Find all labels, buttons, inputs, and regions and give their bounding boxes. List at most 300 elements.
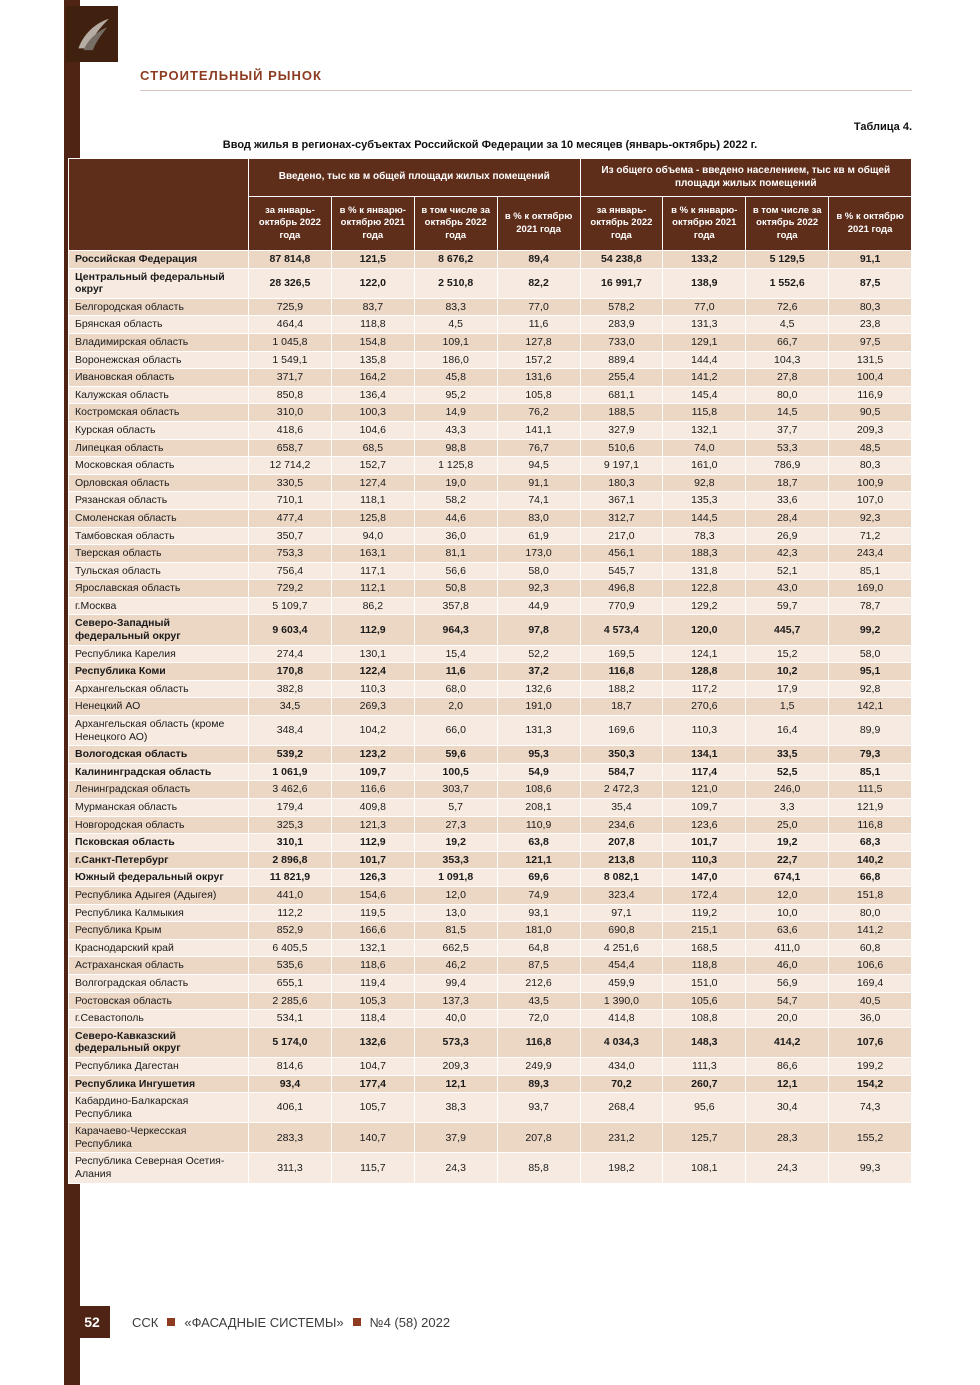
region-name-cell: г.Москва: [69, 597, 249, 615]
value-cell: 411,0: [746, 939, 829, 957]
table-row: [69, 1093, 912, 1123]
value-cell: 87,5: [829, 268, 912, 298]
value-cell: 14,5: [746, 404, 829, 422]
value-cell: 92,3: [829, 509, 912, 527]
region-name-cell: Южный федеральный округ: [69, 869, 249, 887]
region-name-cell: Псковская область: [69, 834, 249, 852]
table-row: [69, 680, 912, 698]
value-cell: 406,1: [249, 1093, 332, 1123]
value-cell: 188,3: [663, 545, 746, 563]
value-cell: 76,2: [497, 404, 580, 422]
value-cell: 85,1: [829, 562, 912, 580]
table-body: [69, 251, 912, 1184]
value-cell: 4 251,6: [580, 939, 663, 957]
value-cell: 26,9: [746, 527, 829, 545]
region-name-cell: Тульская область: [69, 562, 249, 580]
value-cell: 108,8: [663, 1010, 746, 1028]
value-cell: 12,0: [414, 886, 497, 904]
value-cell: 180,3: [580, 474, 663, 492]
table-row: [69, 492, 912, 510]
value-cell: 323,4: [580, 886, 663, 904]
value-cell: 246,0: [746, 781, 829, 799]
value-cell: 283,3: [249, 1123, 332, 1153]
value-cell: 142,1: [829, 698, 912, 716]
value-cell: 13,0: [414, 904, 497, 922]
value-cell: 2 896,8: [249, 851, 332, 869]
table-row: [69, 1057, 912, 1075]
value-cell: 34,5: [249, 698, 332, 716]
value-cell: 120,0: [663, 615, 746, 645]
value-cell: 198,2: [580, 1153, 663, 1183]
value-cell: 105,7: [331, 1093, 414, 1123]
value-cell: 42,3: [746, 545, 829, 563]
region-name-cell: Краснодарский край: [69, 939, 249, 957]
value-cell: 105,3: [331, 992, 414, 1010]
value-cell: 78,7: [829, 597, 912, 615]
value-cell: 28,4: [746, 509, 829, 527]
region-name-cell: Липецкая область: [69, 439, 249, 457]
value-cell: 118,8: [663, 957, 746, 975]
value-cell: 5 174,0: [249, 1027, 332, 1057]
value-cell: 169,6: [580, 716, 663, 746]
value-cell: 92,8: [663, 474, 746, 492]
value-cell: 116,8: [580, 663, 663, 681]
region-name-cell: Республика Крым: [69, 922, 249, 940]
value-cell: 104,6: [331, 421, 414, 439]
page-number-box: 52: [74, 1306, 110, 1338]
value-cell: 209,3: [829, 421, 912, 439]
value-cell: 964,3: [414, 615, 497, 645]
value-cell: 104,3: [746, 351, 829, 369]
value-cell: 141,2: [663, 369, 746, 387]
table-row: [69, 922, 912, 940]
value-cell: 662,5: [414, 939, 497, 957]
value-cell: 367,1: [580, 492, 663, 510]
value-cell: 105,6: [663, 992, 746, 1010]
column-sub-header: в % к октябрю 2021 года: [829, 197, 912, 251]
value-cell: 131,3: [663, 316, 746, 334]
value-cell: 19,2: [746, 834, 829, 852]
value-cell: 106,6: [829, 957, 912, 975]
table-row: [69, 974, 912, 992]
table-row: [69, 698, 912, 716]
value-cell: 151,8: [829, 886, 912, 904]
value-cell: 44,6: [414, 509, 497, 527]
value-cell: 109,1: [414, 333, 497, 351]
table-row: [69, 527, 912, 545]
value-cell: 770,9: [580, 597, 663, 615]
value-cell: 179,4: [249, 799, 332, 817]
value-cell: 111,5: [829, 781, 912, 799]
value-cell: 144,4: [663, 351, 746, 369]
region-name-cell: Архангельская область: [69, 680, 249, 698]
value-cell: 131,5: [829, 351, 912, 369]
value-cell: 208,1: [497, 799, 580, 817]
value-cell: 118,4: [331, 1010, 414, 1028]
value-cell: 157,2: [497, 351, 580, 369]
value-cell: 95,1: [829, 663, 912, 681]
value-cell: 353,3: [414, 851, 497, 869]
value-cell: 107,0: [829, 492, 912, 510]
value-cell: 118,6: [331, 957, 414, 975]
value-cell: 10,2: [746, 663, 829, 681]
region-name-cell: Кабардино-Балкарская Республика: [69, 1093, 249, 1123]
value-cell: 24,3: [746, 1153, 829, 1183]
table-row: [69, 421, 912, 439]
value-cell: 77,0: [497, 298, 580, 316]
value-cell: 37,9: [414, 1123, 497, 1153]
value-cell: 69,6: [497, 869, 580, 887]
value-cell: 539,2: [249, 746, 332, 764]
value-cell: 154,8: [331, 333, 414, 351]
value-cell: 19,0: [414, 474, 497, 492]
value-cell: 409,8: [331, 799, 414, 817]
value-cell: 43,3: [414, 421, 497, 439]
separator-square-icon: [167, 1318, 175, 1326]
value-cell: 101,7: [331, 851, 414, 869]
value-cell: 148,3: [663, 1027, 746, 1057]
value-cell: 121,1: [497, 851, 580, 869]
value-cell: 52,5: [746, 763, 829, 781]
header-rule: [140, 90, 912, 91]
table-row: [69, 939, 912, 957]
value-cell: 93,4: [249, 1075, 332, 1093]
value-cell: 535,6: [249, 957, 332, 975]
value-cell: 22,7: [746, 851, 829, 869]
value-cell: 151,0: [663, 974, 746, 992]
value-cell: 109,7: [331, 763, 414, 781]
value-cell: 132,1: [663, 421, 746, 439]
value-cell: 510,6: [580, 439, 663, 457]
value-cell: 72,6: [746, 298, 829, 316]
footer-issue: №4 (58) 2022: [369, 1314, 451, 1330]
value-cell: 127,8: [497, 333, 580, 351]
value-cell: 2 472,3: [580, 781, 663, 799]
value-cell: 578,2: [580, 298, 663, 316]
value-cell: 16 991,7: [580, 268, 663, 298]
value-cell: 93,7: [497, 1093, 580, 1123]
table-row: [69, 1027, 912, 1057]
value-cell: 61,9: [497, 527, 580, 545]
table-row: [69, 369, 912, 387]
value-cell: 95,2: [414, 386, 497, 404]
value-cell: 108,1: [663, 1153, 746, 1183]
value-cell: 12,0: [746, 886, 829, 904]
footer-publisher: ССК: [132, 1314, 159, 1330]
value-cell: 2 285,6: [249, 992, 332, 1010]
value-cell: 60,8: [829, 939, 912, 957]
value-cell: 108,6: [497, 781, 580, 799]
value-cell: 43,0: [746, 580, 829, 598]
value-cell: 136,4: [331, 386, 414, 404]
table-head: [69, 159, 912, 251]
value-cell: 40,0: [414, 1010, 497, 1028]
table-row: [69, 597, 912, 615]
value-cell: 1 390,0: [580, 992, 663, 1010]
value-cell: 12,1: [746, 1075, 829, 1093]
value-cell: 154,6: [331, 886, 414, 904]
value-cell: 59,7: [746, 597, 829, 615]
value-cell: 116,9: [829, 386, 912, 404]
value-cell: 132,6: [331, 1027, 414, 1057]
value-cell: 10,0: [746, 904, 829, 922]
value-cell: 101,7: [663, 834, 746, 852]
column-sub-header: в % к октябрю 2021 года: [497, 197, 580, 251]
value-cell: 71,2: [829, 527, 912, 545]
value-cell: 74,0: [663, 439, 746, 457]
region-name-cell: Ростовская область: [69, 992, 249, 1010]
value-cell: 27,3: [414, 816, 497, 834]
logo-swoosh-icon: [70, 11, 114, 57]
value-cell: 14,9: [414, 404, 497, 422]
value-cell: 126,3: [331, 869, 414, 887]
value-cell: 100,5: [414, 763, 497, 781]
value-cell: 658,7: [249, 439, 332, 457]
table-row: [69, 386, 912, 404]
table-row: [69, 869, 912, 887]
value-cell: 112,1: [331, 580, 414, 598]
value-cell: 83,0: [497, 509, 580, 527]
value-cell: 134,1: [663, 746, 746, 764]
value-cell: 310,1: [249, 834, 332, 852]
value-cell: 145,4: [663, 386, 746, 404]
value-cell: 64,8: [497, 939, 580, 957]
value-cell: 414,2: [746, 1027, 829, 1057]
value-cell: 63,8: [497, 834, 580, 852]
value-cell: 9 197,1: [580, 457, 663, 475]
value-cell: 121,9: [829, 799, 912, 817]
table-row: [69, 615, 912, 645]
table-row: [69, 799, 912, 817]
value-cell: 97,8: [497, 615, 580, 645]
region-name-cell: Северо-Западный федеральный округ: [69, 615, 249, 645]
value-cell: 20,0: [746, 1010, 829, 1028]
table-row: [69, 904, 912, 922]
value-cell: 18,7: [746, 474, 829, 492]
value-cell: 112,9: [331, 834, 414, 852]
table-row: [69, 645, 912, 663]
value-cell: 144,5: [663, 509, 746, 527]
column-sub-header: в том числе за октябрь 2022 года: [746, 197, 829, 251]
value-cell: 434,0: [580, 1057, 663, 1075]
value-cell: 110,3: [663, 851, 746, 869]
value-cell: 2,0: [414, 698, 497, 716]
region-name-cell: Владимирская область: [69, 333, 249, 351]
value-cell: 371,7: [249, 369, 332, 387]
value-cell: 270,6: [663, 698, 746, 716]
table-row: [69, 816, 912, 834]
value-cell: 112,9: [331, 615, 414, 645]
table-row: [69, 509, 912, 527]
value-cell: 303,7: [414, 781, 497, 799]
value-cell: 209,3: [414, 1057, 497, 1075]
value-cell: 729,2: [249, 580, 332, 598]
value-cell: 100,3: [331, 404, 414, 422]
value-cell: 87,5: [497, 957, 580, 975]
value-cell: 116,6: [331, 781, 414, 799]
value-cell: 72,0: [497, 1010, 580, 1028]
value-cell: 188,5: [580, 404, 663, 422]
value-cell: 132,1: [331, 939, 414, 957]
value-cell: 79,3: [829, 746, 912, 764]
value-cell: 655,1: [249, 974, 332, 992]
value-cell: 28,3: [746, 1123, 829, 1153]
value-cell: 70,2: [580, 1075, 663, 1093]
value-cell: 80,0: [829, 904, 912, 922]
value-cell: 43,5: [497, 992, 580, 1010]
value-cell: 46,2: [414, 957, 497, 975]
value-cell: 135,8: [331, 351, 414, 369]
table-row: [69, 316, 912, 334]
value-cell: 255,4: [580, 369, 663, 387]
value-cell: 312,7: [580, 509, 663, 527]
table-row: [69, 251, 912, 269]
value-cell: 131,8: [663, 562, 746, 580]
value-cell: 186,0: [414, 351, 497, 369]
table-row: [69, 1123, 912, 1153]
table-row: [69, 992, 912, 1010]
value-cell: 119,5: [331, 904, 414, 922]
value-cell: 573,3: [414, 1027, 497, 1057]
value-cell: 8 082,1: [580, 869, 663, 887]
region-name-cell: Белгородская область: [69, 298, 249, 316]
value-cell: 111,3: [663, 1057, 746, 1075]
value-cell: 850,8: [249, 386, 332, 404]
value-cell: 311,3: [249, 1153, 332, 1183]
value-cell: 122,0: [331, 268, 414, 298]
value-cell: 4,5: [746, 316, 829, 334]
value-cell: 99,3: [829, 1153, 912, 1183]
table-row: [69, 298, 912, 316]
value-cell: 382,8: [249, 680, 332, 698]
value-cell: 66,7: [746, 333, 829, 351]
value-cell: 91,1: [829, 251, 912, 269]
value-cell: 215,1: [663, 922, 746, 940]
value-cell: 82,2: [497, 268, 580, 298]
value-cell: 140,2: [829, 851, 912, 869]
value-cell: 129,2: [663, 597, 746, 615]
value-cell: 23,8: [829, 316, 912, 334]
value-cell: 97,1: [580, 904, 663, 922]
value-cell: 52,1: [746, 562, 829, 580]
value-cell: 27,8: [746, 369, 829, 387]
value-cell: 15,4: [414, 645, 497, 663]
value-cell: 152,7: [331, 457, 414, 475]
region-name-cell: Республика Адыгея (Адыгея): [69, 886, 249, 904]
value-cell: 4,5: [414, 316, 497, 334]
table-row: [69, 1153, 912, 1183]
value-cell: 889,4: [580, 351, 663, 369]
value-cell: 260,7: [663, 1075, 746, 1093]
value-cell: 3,3: [746, 799, 829, 817]
value-cell: 125,7: [663, 1123, 746, 1153]
region-name-cell: Костромская область: [69, 404, 249, 422]
region-name-cell: Ярославская область: [69, 580, 249, 598]
table-row: [69, 763, 912, 781]
value-cell: 92,8: [829, 680, 912, 698]
value-cell: 94,5: [497, 457, 580, 475]
region-name-cell: Центральный федеральный округ: [69, 268, 249, 298]
value-cell: 330,5: [249, 474, 332, 492]
value-cell: 54,7: [746, 992, 829, 1010]
publisher-logo: [66, 6, 118, 62]
value-cell: 104,7: [331, 1057, 414, 1075]
table-row: [69, 834, 912, 852]
value-cell: 122,8: [663, 580, 746, 598]
region-name-cell: Воронежская область: [69, 351, 249, 369]
region-name-cell: Мурманская область: [69, 799, 249, 817]
value-cell: 163,1: [331, 545, 414, 563]
region-name-cell: Волгоградская область: [69, 974, 249, 992]
value-cell: 117,2: [663, 680, 746, 698]
value-cell: 15,2: [746, 645, 829, 663]
value-cell: 441,0: [249, 886, 332, 904]
value-cell: 80,0: [746, 386, 829, 404]
value-cell: 48,5: [829, 439, 912, 457]
value-cell: 3 462,6: [249, 781, 332, 799]
value-cell: 100,4: [829, 369, 912, 387]
value-cell: 35,4: [580, 799, 663, 817]
value-cell: 81,5: [414, 922, 497, 940]
footer-text: [132, 1306, 450, 1338]
value-cell: 11 821,9: [249, 869, 332, 887]
value-cell: 36,0: [414, 527, 497, 545]
value-cell: 753,3: [249, 545, 332, 563]
value-cell: 91,1: [497, 474, 580, 492]
region-name-cell: Тверская область: [69, 545, 249, 563]
region-name-cell: Новгородская область: [69, 816, 249, 834]
region-name-cell: Калужская область: [69, 386, 249, 404]
value-cell: 40,5: [829, 992, 912, 1010]
value-cell: 80,3: [829, 457, 912, 475]
value-cell: 123,6: [663, 816, 746, 834]
value-cell: 119,2: [663, 904, 746, 922]
value-cell: 249,9: [497, 1057, 580, 1075]
value-cell: 115,7: [331, 1153, 414, 1183]
value-cell: 99,4: [414, 974, 497, 992]
value-cell: 268,4: [580, 1093, 663, 1123]
region-name-cell: Смоленская область: [69, 509, 249, 527]
table-row: [69, 1075, 912, 1093]
region-name-cell: Тамбовская область: [69, 527, 249, 545]
value-cell: 19,2: [414, 834, 497, 852]
region-name-cell: Курская область: [69, 421, 249, 439]
separator-square-icon: [353, 1318, 361, 1326]
table-row: [69, 404, 912, 422]
value-cell: 121,3: [331, 816, 414, 834]
value-cell: 1 125,8: [414, 457, 497, 475]
value-cell: 87 814,8: [249, 251, 332, 269]
value-cell: 350,3: [580, 746, 663, 764]
value-cell: 690,8: [580, 922, 663, 940]
value-cell: 814,6: [249, 1057, 332, 1075]
value-cell: 58,0: [497, 562, 580, 580]
value-cell: 54,9: [497, 763, 580, 781]
region-name-cell: Карачаево-Черкесская Республика: [69, 1123, 249, 1153]
value-cell: 116,8: [497, 1027, 580, 1057]
value-cell: 733,0: [580, 333, 663, 351]
table-row: [69, 457, 912, 475]
region-name-cell: Рязанская область: [69, 492, 249, 510]
table-row: [69, 957, 912, 975]
value-cell: 138,9: [663, 268, 746, 298]
region-name-cell: Брянская область: [69, 316, 249, 334]
value-cell: 121,0: [663, 781, 746, 799]
region-name-cell: Архангельская область (кроме Ненецкого АО): [69, 716, 249, 746]
value-cell: 710,1: [249, 492, 332, 510]
value-cell: 124,1: [663, 645, 746, 663]
value-cell: 33,5: [746, 746, 829, 764]
